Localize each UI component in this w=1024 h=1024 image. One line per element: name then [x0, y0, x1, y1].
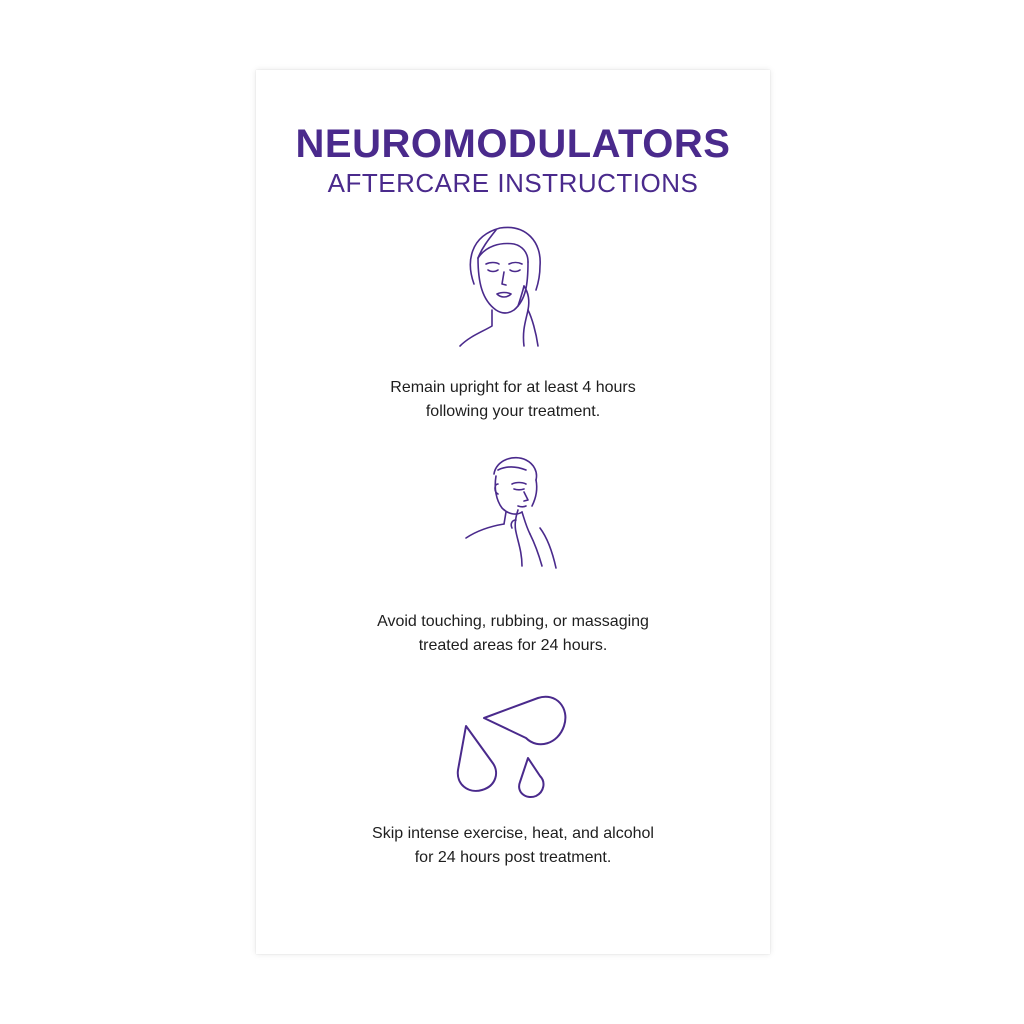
- step-line: for 24 hours post treatment.: [414, 849, 612, 866]
- man-touching-face-icon: [460, 454, 570, 576]
- step-line: Avoid touching, rubbing, or massaging: [377, 613, 649, 630]
- woman-face-icon: [456, 222, 552, 354]
- step-line: treated areas for 24 hours.: [418, 637, 608, 654]
- aftercare-card: [256, 70, 770, 954]
- step-instruction: [256, 610, 770, 658]
- step-line: following your treatment.: [425, 403, 601, 420]
- card-subtitle: AFTERCARE INSTRUCTIONS: [327, 168, 699, 198]
- sweat-drops-icon: [454, 688, 574, 804]
- card-title: NEUROMODULATORS: [295, 122, 731, 166]
- step-instruction: [256, 822, 770, 870]
- step-line: Remain upright for at least 4 hours: [390, 379, 636, 396]
- step-line: Skip intense exercise, heat, and alcohol: [372, 825, 654, 842]
- step-instruction: [256, 376, 770, 424]
